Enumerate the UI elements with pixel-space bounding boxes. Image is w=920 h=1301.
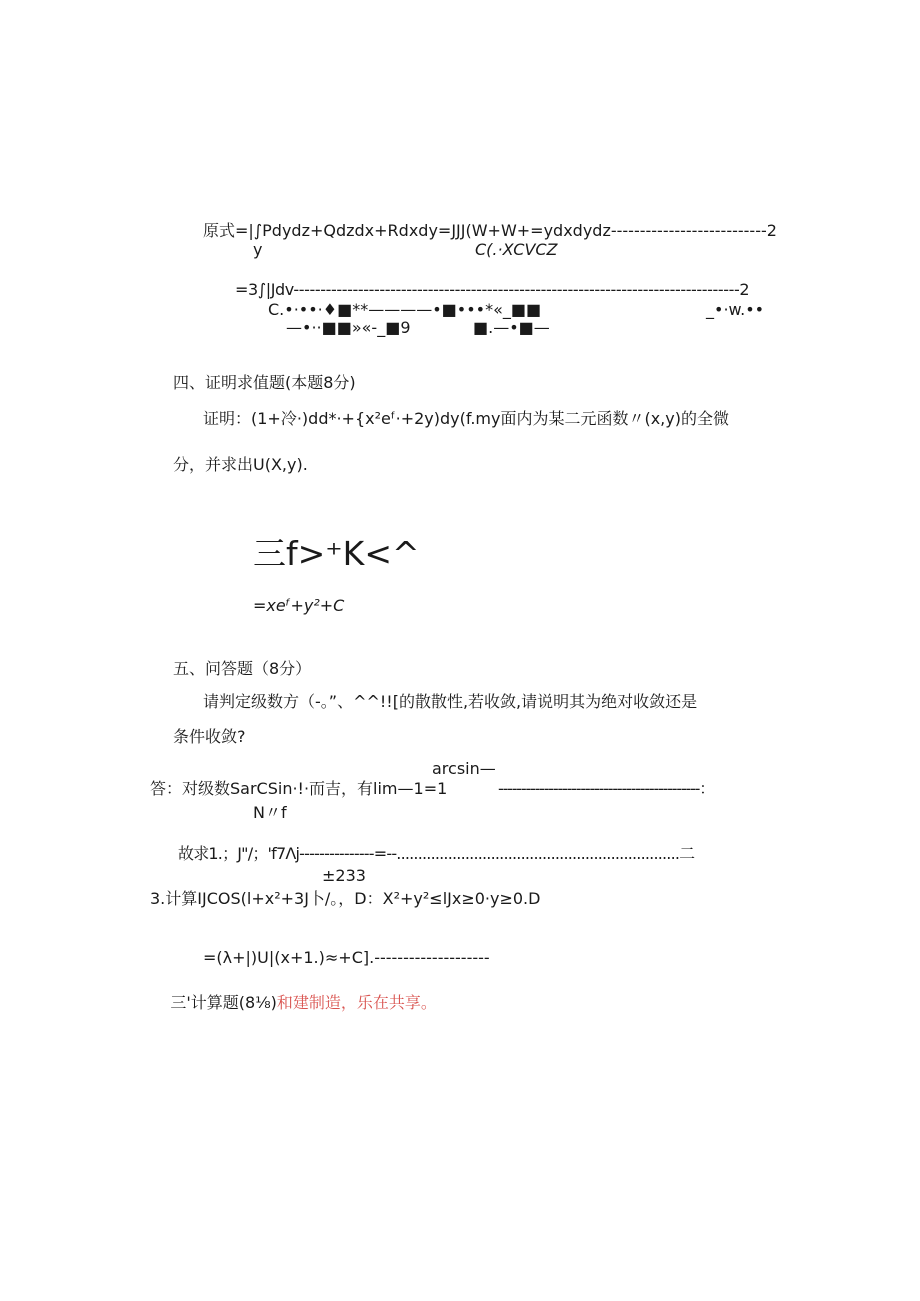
line-17: arcsin— <box>432 759 496 778</box>
line-25 <box>150 973 437 1033</box>
line-8: ■.—•■— <box>473 318 550 337</box>
line-15: 请判定级数方（-。”、^^!![的散散性,若收敛,请说明其为绝对收敛还是 <box>203 692 698 711</box>
line-4: =3∫|Jdv-----------------------------------------------------------------------------------2 <box>235 280 750 299</box>
line-24: =(λ+|)U|(x+1.)≈+C].-------------------- <box>203 948 490 967</box>
line-25-text: 三'计算题(8⅛) <box>170 993 277 1012</box>
line-16: 条件收敛? <box>173 727 246 746</box>
line-19: --------------------------------------------： <box>498 779 715 798</box>
footer-slogan: 和建制造，乐在共享。 <box>276 993 437 1012</box>
line-20: N〃f <box>253 803 287 822</box>
line-12: 三f>⁺K<^ <box>253 534 420 573</box>
line-7: —•··■■»«-_■9 <box>286 318 411 337</box>
line-3: C(.·XCVCZ <box>475 240 558 259</box>
line-11: 分，并求出U(X,y). <box>173 455 308 474</box>
line-21: 故求1.；J"/；'f7Λj---------------=--..................................................................二 <box>178 844 695 863</box>
section-heading-5: 五、问答题（8分） <box>173 659 312 678</box>
line-13: =xeᶠ+y²+C <box>253 596 345 615</box>
line-22: ±233 <box>322 866 366 885</box>
line-23: 3.计算IJCOS(l+x²+3J卜/。，D：X²+y²≤lJx≥0·y≥0.D <box>150 889 541 908</box>
line-10: 证明：(1+冷·)dd*·+{x²eᶠ·+2y)dy(f.my面内为某二元函数〃(x,y)的全微 <box>203 409 729 428</box>
line-1: 原式=|∫Pdydz+Qdzdx+Rdxdy=JJJ(W+W+=ydxdydz---------------------------2 <box>203 221 777 240</box>
line-2: y <box>253 240 263 259</box>
line-18: 答：对级数SarCSin·!·而吉，有lim—1=1 <box>150 779 448 798</box>
line-5: C.•·••·♦■**————•■•••*«_■■ <box>268 300 542 319</box>
line-6: _•·w.•• <box>706 300 765 319</box>
section-heading-4: 四、证明求值题(本题8分) <box>173 373 356 392</box>
